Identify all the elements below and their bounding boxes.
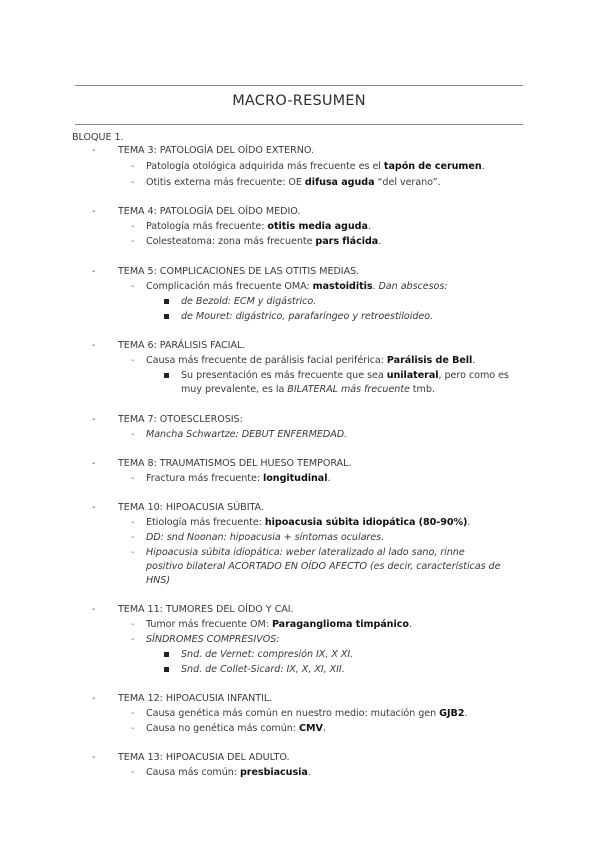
dash-marker: - xyxy=(131,221,135,232)
list-item: Otitis externa más frecuente: OE difusa aguda “del verano”. xyxy=(146,177,441,188)
list-item: Hipoacusia súbita idiopática: weber lateralizado al lado sano, rinne xyxy=(146,547,465,558)
list-item-continuation: HNS) xyxy=(146,575,171,586)
list-item: Tumor más frecuente OM: Paraganglioma timpánico. xyxy=(146,619,412,630)
list-item: DD: snd Noonan: hipoacusia + síntomas oculares. xyxy=(146,532,385,543)
sub-list-item: Snd. de Collet-Sicard: IX, X, XI, XII. xyxy=(181,664,345,675)
list-item: Causa genética más común en nuestro medio: mutación gen GJB2. xyxy=(146,708,468,719)
dash-marker: - xyxy=(92,414,96,425)
dash-marker: - xyxy=(92,266,96,277)
square-bullet-icon xyxy=(164,314,169,319)
square-bullet-icon xyxy=(164,667,169,672)
dash-marker: - xyxy=(131,473,135,484)
tema-heading: TEMA 11: TUMORES DEL OÍDO Y CAI. xyxy=(118,604,294,615)
tema-heading: TEMA 12: HIPOACUSIA INFANTIL. xyxy=(118,693,273,704)
dash-marker: - xyxy=(92,604,96,615)
dash-marker: - xyxy=(131,708,135,719)
page-title: MACRO-RESUMEN xyxy=(232,93,366,109)
dash-marker: - xyxy=(92,502,96,513)
sub-list-item: de Mouret: digástrico, parafaríngeo y retroestiloideo. xyxy=(181,311,434,322)
dash-marker: - xyxy=(131,429,135,440)
list-item: SÍNDROMES COMPRESIVOS: xyxy=(146,634,280,645)
dash-marker: - xyxy=(92,752,96,763)
sub-list-item-continuation: muy prevalente, es la BILATERAL más frecuente tmb. xyxy=(181,384,435,395)
dash-marker: - xyxy=(92,206,96,217)
dash-marker: - xyxy=(131,281,135,292)
dash-marker: - xyxy=(92,145,96,156)
sub-list-item: Snd. de Vernet: compresión IX, X XI. xyxy=(181,649,354,660)
tema-heading: TEMA 8: TRAUMATISMOS DEL HUESO TEMPORAL. xyxy=(118,458,352,469)
dash-marker: - xyxy=(92,693,96,704)
list-item: Complicación más frecuente OMA: mastoiditis. Dan abscesos: xyxy=(146,281,448,292)
block-label: BLOQUE 1. xyxy=(72,132,124,143)
dash-marker: - xyxy=(92,458,96,469)
dash-marker: - xyxy=(131,517,135,528)
list-item-continuation: positivo bilateral ACORTADO EN OÍDO AFECTO (es decir, características de xyxy=(146,561,501,572)
square-bullet-icon xyxy=(164,373,169,378)
tema-heading: TEMA 13: HIPOACUSIA DEL ADULTO. xyxy=(118,752,290,763)
sub-list-item: Su presentación es más frecuente que sea unilateral, pero como es xyxy=(181,370,509,381)
dash-marker: - xyxy=(131,161,135,172)
dash-marker: - xyxy=(131,767,135,778)
dash-marker: - xyxy=(131,723,135,734)
list-item: Patología otológica adquirida más frecuente es el tapón de cerumen. xyxy=(146,161,485,172)
list-item: Colesteatoma: zona más frecuente pars flácida. xyxy=(146,236,382,247)
title-rule xyxy=(75,124,523,125)
list-item: Patología más frecuente: otitis media aguda. xyxy=(146,221,371,232)
square-bullet-icon xyxy=(164,299,169,304)
list-item: Causa más común: presbiacusia. xyxy=(146,767,311,778)
tema-heading: TEMA 5: COMPLICACIONES DE LAS OTITIS MEDIAS. xyxy=(118,266,360,277)
tema-heading: TEMA 7: OTOESCLEROSIS: xyxy=(118,414,243,425)
dash-marker: - xyxy=(131,355,135,366)
dash-marker: - xyxy=(131,236,135,247)
top-rule xyxy=(75,85,523,86)
tema-heading: TEMA 4: PATOLOGÍA DEL OÍDO MEDIO. xyxy=(118,206,301,217)
dash-marker: - xyxy=(131,532,135,543)
sub-list-item: de Bezold: ECM y digástrico. xyxy=(181,296,317,307)
list-item: Etiología más frecuente: hipoacusia súbita idiopática (80-90%). xyxy=(146,517,471,528)
list-item: Fractura más frecuente: longitudinal. xyxy=(146,473,331,484)
dash-marker: - xyxy=(131,177,135,188)
dash-marker: - xyxy=(92,340,96,351)
tema-heading: TEMA 6: PARÁLISIS FACIAL. xyxy=(118,340,246,351)
list-item: Causa no genética más común: CMV. xyxy=(146,723,326,734)
square-bullet-icon xyxy=(164,652,169,657)
list-item: Mancha Schwartze: DEBUT ENFERMEDAD. xyxy=(146,429,348,440)
dash-marker: - xyxy=(131,634,135,645)
list-item: Causa más frecuente de parálisis facial periférica: Parálisis de Bell. xyxy=(146,355,476,366)
dash-marker: - xyxy=(131,547,135,558)
dash-marker: - xyxy=(131,619,135,630)
tema-heading: TEMA 3: PATOLOGÍA DEL OÍDO EXTERNO. xyxy=(118,145,314,156)
tema-heading: TEMA 10: HIPOACUSIA SÚBITA. xyxy=(118,502,264,513)
